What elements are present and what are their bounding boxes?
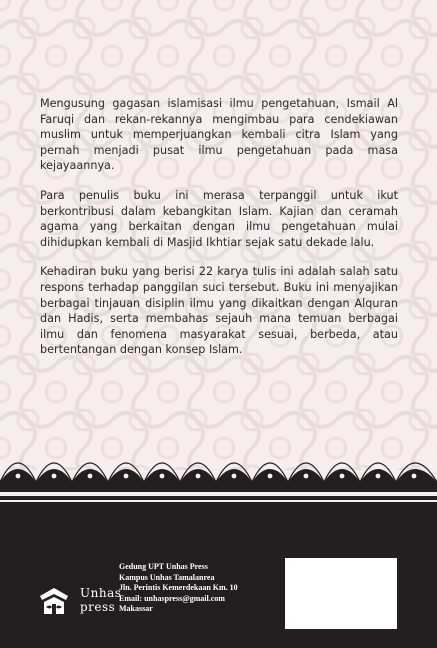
ornamental-border xyxy=(0,438,437,510)
blurb-paragraph-2: Para penulis buku ini merasa terpanggil untuk ikut berkontribusi dalam kebangkitan Islam. Kajian dan ceramah agama yang berkaitan dengan ilmu pengetahuan mulai dihidupkan kembali di Masjid Ikhtiar sejak satu dekade lalu. xyxy=(40,188,398,249)
address-line-5: Makassar xyxy=(119,604,153,613)
barcode-area xyxy=(284,557,398,630)
blurb-text xyxy=(40,96,398,372)
logo-text-unhas: Unhas xyxy=(80,586,122,600)
address-line-1: Gedung UPT Unhas Press xyxy=(119,562,208,571)
blurb-paragraph-3: Kehadiran buku yang berisi 22 karya tulis ini adalah salah satu respons terhadap panggilan suci tersebut. Buku ini menyajikan berbagai tinjauan disiplin ilmu yang dikaitkan dengan Alquran dan Hadis, serta membahas sejauh mana temuan berbagai ilmu dan fenomena masyarakat sesuai, berbeda, atau bertentangan dengan konsep Islam. xyxy=(40,265,398,357)
address-line-2: Kampus Unhas Tamalanrea xyxy=(119,572,215,582)
blurb-paragraph-1: Mengusung gagasan islamisasi ilmu pengetahuan, Ismail Al Faruqi dan rekan-rekannya mengimbau para cendekiawan muslim untuk memperjuangkan kembali citra Islam yang pernah menjadi pusat ilmu pengetahuan pada masa kejayaannya. xyxy=(40,97,398,173)
address-line-3: Jln. Perintis Kemerdekaan Km. 10 xyxy=(119,583,238,592)
logo-text-press: press xyxy=(80,600,116,614)
address-line-4: Email: unhaspress@gmail.com xyxy=(119,593,225,603)
publisher-address xyxy=(119,562,238,615)
